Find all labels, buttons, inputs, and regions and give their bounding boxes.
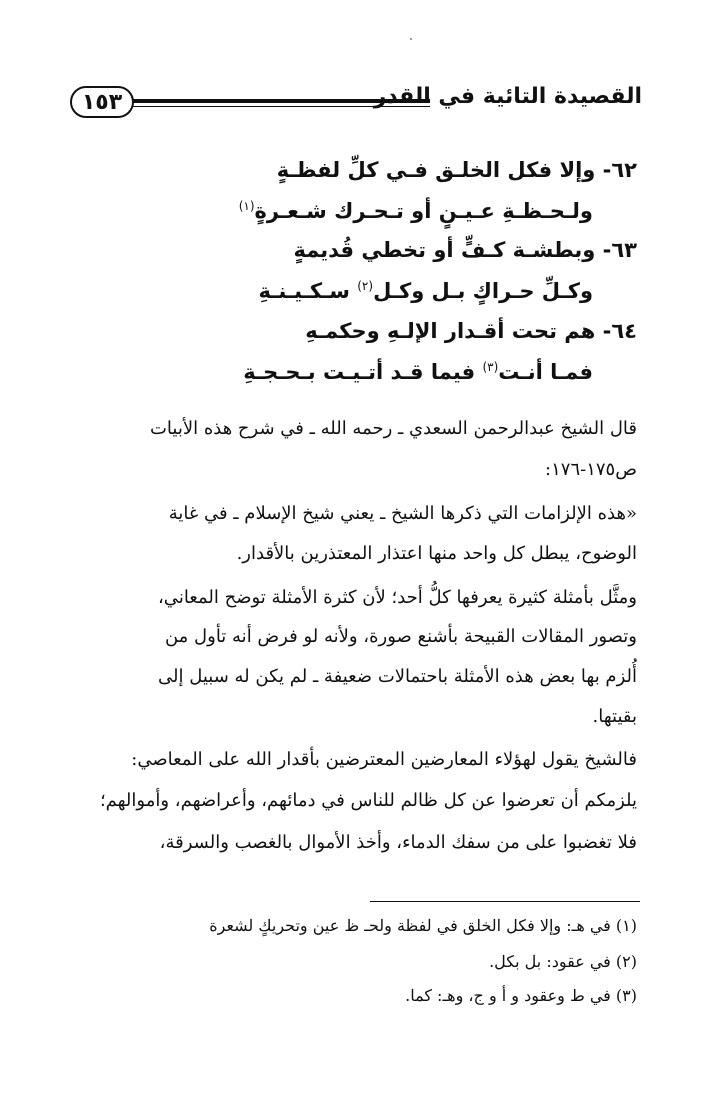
body-line: فالشيخ يقول لهؤلاء المعارضين المعترضين بأقدار الله على المعاصي: [131, 749, 637, 770]
running-title: القصيدة التائية في القدر [373, 84, 642, 109]
page-header [70, 82, 642, 132]
body-line: فلا تغضبوا على من سفك الدماء، وأخذ الأموال بالغصب والسرقة، [159, 832, 637, 853]
verse-text: ولـحـظـةِ عـيـنٍ أو تـحـرك شـعـرةٍ [254, 199, 593, 223]
header-rule-thin [132, 106, 430, 107]
verse-text: سـكـيـنـةِ [258, 279, 350, 303]
body-line: يلزمكم أن تعرضوا عن كل ظالم للناس في دمائهم، وأعراضهم، وأموالهم؛ [99, 790, 637, 811]
verse-63-first-hemistich: ٦٣- وبطشـة كـفٍّ أو تخطي قُديمةٍ [293, 238, 637, 262]
body-line: قال الشيخ عبدالرحمن السعدي ـ رحمه الله ـ في شرح هذه الأبيات [149, 418, 637, 439]
footnote-3: (٣) في ط وعقود و أ و ج، وهـ: كما. [405, 986, 637, 1005]
body-line: الوضوح، يبطل كل واحد منها اعتذار المعتذرين بالأقدار. [236, 543, 637, 564]
body-line: بقيتها. [592, 706, 637, 727]
body-line: أُلزم بها بعض هذه الأمثلة باحتمالات ضعيفة ـ لم يكن له سبيل إلى [158, 666, 637, 687]
verse-63-second-hemistich [258, 279, 593, 303]
verse-text: فمـا أنـت [498, 360, 593, 384]
header-rule-thick [132, 99, 430, 103]
verse-64-second-hemistich [243, 360, 593, 384]
verse-text: فيما قـد أتـيـت بـحـجـةِ [243, 360, 476, 384]
footnote-marker: (١) [238, 199, 255, 213]
body-line: ومثَّل بأمثلة كثيرة يعرفها كلُّ أحد؛ لأن كثرة الأمثلة توضح المعاني، [158, 587, 637, 608]
body-line: ص١٧٥-١٧٦: [545, 459, 637, 480]
verse-62-first-hemistich: ٦٢- وإلا فكل الخلـق فـي كلِّ لفظـةٍ [276, 158, 637, 182]
verse-64-first-hemistich: ٦٤- هم تحت أقـدار الإلـهِ وحكمـهِ [305, 319, 637, 343]
footnote-separator [370, 901, 640, 902]
footnote-marker: (٣) [482, 360, 499, 374]
speck-mark [410, 38, 412, 40]
footnote-1: (١) في هـ: وإلا فكل الخلق في لفظة ولحـ ظ عين وتحريكٍ لشعرة [209, 916, 637, 935]
verse-text: وكـلِّ حـراكٍ بـل وكـل [373, 279, 593, 303]
page-number: ١٥٣ [70, 86, 134, 118]
body-line: «هذه الإلزامات التي ذكرها الشيخ ـ يعني شيخ الإسلام ـ في غاية [168, 503, 637, 524]
body-line: وتصور المقالات القبيحة بأشنع صورة، ولأنه لو فرض أنه تأول من [164, 626, 637, 647]
verse-62-second-hemistich [239, 199, 593, 223]
footnote-marker: (٢) [357, 279, 374, 293]
footnote-2: (٢) في عقود: بل بكل. [489, 952, 637, 971]
